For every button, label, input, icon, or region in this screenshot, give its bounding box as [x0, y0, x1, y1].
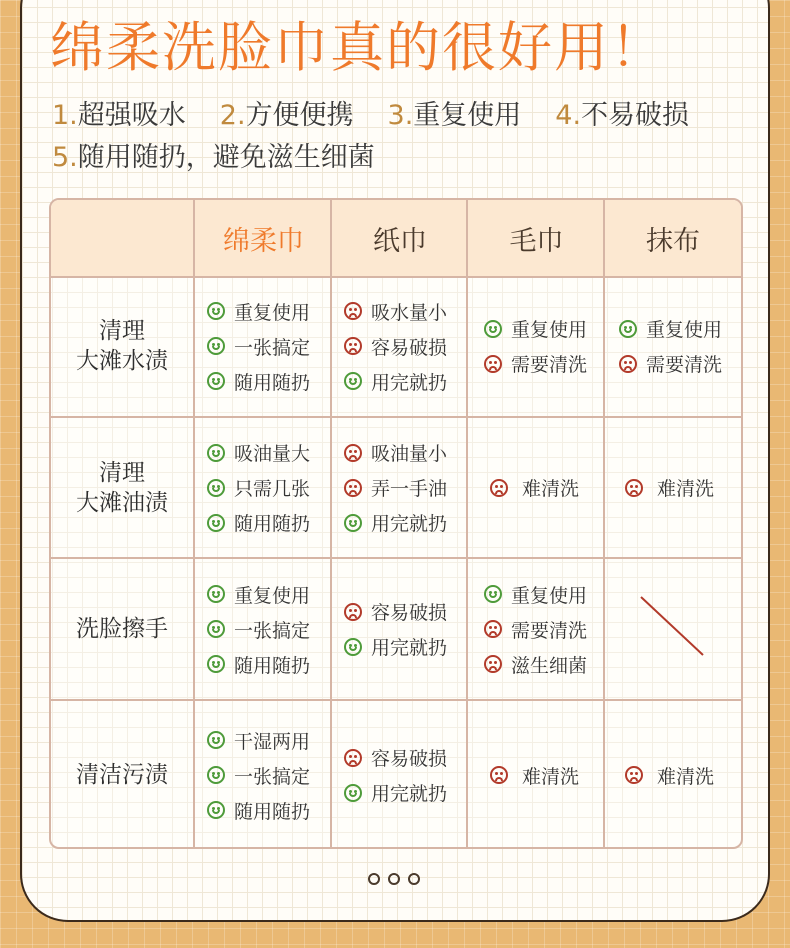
cell-item-text: 吸油量小	[371, 443, 448, 465]
cell-item	[625, 758, 714, 793]
smiley-face-icon	[484, 320, 502, 338]
cell-item-text: 难清洗	[657, 765, 715, 788]
cell-item-text: 需要清洗	[511, 619, 588, 642]
cell-item	[484, 311, 587, 346]
slash-line	[641, 597, 703, 655]
frowning-face-icon	[619, 355, 637, 373]
cell-item-text: 用完就扔	[371, 513, 448, 535]
cell-item	[344, 740, 447, 775]
cell-item	[344, 594, 447, 629]
table-cell	[195, 559, 330, 699]
cell-item	[207, 647, 310, 682]
cell-item-text: 吸水量小	[371, 301, 448, 324]
row-category	[51, 701, 193, 849]
feature-item: 3.重复使用	[387, 100, 522, 131]
smiley-face-icon	[207, 514, 225, 532]
table-cell	[195, 418, 330, 557]
cell-item	[344, 294, 447, 329]
cell-item	[344, 775, 447, 810]
smiley-face-icon	[207, 766, 225, 784]
table-cell	[605, 559, 741, 699]
smiley-face-icon	[207, 372, 225, 390]
page-dot[interactable]	[368, 873, 380, 885]
pagination-dots	[368, 873, 420, 885]
cell-item-text: 随用随扔	[234, 654, 311, 677]
comparison-table	[49, 198, 743, 849]
cell-item-text: 需要清洗	[511, 354, 588, 376]
table-cell	[332, 276, 466, 416]
cell-item-text: 重复使用	[234, 584, 311, 607]
cell-item	[484, 577, 587, 612]
cell-item	[344, 329, 447, 364]
table-cell	[195, 276, 330, 416]
smiley-face-icon	[207, 302, 225, 320]
cell-item	[207, 723, 310, 758]
cell-item	[207, 435, 310, 470]
smiley-face-icon	[207, 444, 225, 462]
smiley-face-icon	[207, 620, 225, 638]
cell-item-text: 吸油量大	[234, 443, 311, 465]
page-dot[interactable]	[408, 873, 420, 885]
frowning-face-icon	[344, 302, 362, 320]
cell-item-text: 一张搞定	[234, 336, 311, 359]
cell-item	[619, 346, 722, 381]
feature-item: 4.不易破损	[555, 100, 690, 131]
table-cell	[605, 276, 741, 416]
smiley-face-icon	[207, 585, 225, 603]
cell-item	[344, 364, 447, 399]
header-cotton-towel: 绵柔巾	[223, 225, 304, 257]
table-cell	[605, 701, 741, 849]
header-rag: 抹布	[646, 225, 700, 257]
row-category	[51, 559, 193, 699]
cell-item-text: 难清洗	[657, 478, 715, 500]
table-cell	[332, 418, 466, 557]
cell-item-text: 随用随扔	[234, 513, 311, 535]
cell-item-text: 容易破损	[371, 336, 448, 359]
frowning-face-icon	[344, 479, 362, 497]
table-cell	[468, 276, 603, 416]
smiley-face-icon	[344, 784, 362, 802]
cell-item	[207, 577, 310, 612]
cell-item-text: 用完就扔	[371, 371, 448, 394]
frowning-face-icon	[484, 355, 502, 373]
smiley-face-icon	[344, 372, 362, 390]
smiley-face-icon	[344, 638, 362, 656]
frowning-face-icon	[625, 479, 643, 497]
feature-item: 2.方便便携	[219, 100, 354, 131]
feature-item: 5.随用随扔，避免滋生细菌	[52, 142, 375, 173]
cell-item-text: 随用随扔	[234, 371, 311, 394]
header-towel: 毛巾	[509, 225, 564, 257]
page-dot[interactable]	[388, 873, 400, 885]
category-label: 清洁污渍	[76, 762, 168, 788]
cell-item-text: 容易破损	[371, 748, 448, 770]
cell-item	[490, 758, 579, 793]
page-title: 绵柔洗脸巾真的很好用！	[50, 16, 666, 79]
cell-item-text: 重复使用	[234, 301, 311, 324]
cell-item-text: 一张搞定	[234, 619, 311, 642]
row-category	[51, 276, 193, 416]
cell-item-text: 弄一手油	[371, 478, 448, 500]
cell-item	[207, 294, 310, 329]
category-label: 大滩水渍	[76, 348, 168, 374]
frowning-face-icon	[484, 655, 502, 673]
category-label: 大滩油渍	[76, 489, 168, 516]
frowning-face-icon	[484, 620, 502, 638]
header-paper-towel: 纸巾	[373, 225, 427, 257]
smiley-face-icon	[619, 320, 637, 338]
cell-item-text: 重复使用	[646, 319, 723, 341]
cell-item-text: 用完就扔	[371, 637, 448, 659]
cell-item-text: 干湿两用	[234, 730, 311, 753]
cell-item-text: 重复使用	[511, 319, 588, 341]
cell-item	[344, 629, 447, 664]
frowning-face-icon	[344, 444, 362, 462]
cell-item	[207, 329, 310, 364]
smiley-face-icon	[344, 514, 362, 532]
cell-item-text: 只需几张	[234, 478, 311, 500]
smiley-face-icon	[207, 479, 225, 497]
table-cell	[605, 418, 741, 557]
cell-item	[207, 612, 310, 647]
category-label: 洗脸擦手	[76, 616, 168, 642]
cell-item	[207, 505, 310, 540]
category-label: 清理	[99, 459, 145, 486]
cell-item	[344, 470, 447, 505]
cell-item	[344, 505, 447, 540]
cell-item-text: 滋生细菌	[511, 654, 588, 677]
category-label: 清理	[99, 318, 145, 344]
cell-item	[484, 647, 587, 682]
table-cell	[332, 701, 466, 849]
cell-item-text: 重复使用	[511, 584, 588, 607]
cell-item	[619, 311, 722, 346]
smiley-face-icon	[484, 585, 502, 603]
not-applicable-slash	[605, 559, 741, 699]
cell-item-text: 难清洗	[522, 765, 580, 788]
cell-item-text: 随用随扔	[234, 800, 311, 823]
cell-item	[344, 435, 447, 470]
frowning-face-icon	[344, 603, 362, 621]
feature-list	[52, 95, 752, 179]
feature-item: 1.超强吸水	[52, 100, 186, 131]
cell-item	[625, 470, 714, 505]
smiley-face-icon	[207, 655, 225, 673]
cell-item	[207, 793, 310, 828]
table-cell	[332, 559, 466, 699]
cell-item	[484, 346, 587, 381]
frowning-face-icon	[490, 479, 508, 497]
cell-item	[484, 612, 587, 647]
frowning-face-icon	[625, 766, 643, 784]
feature-row-2	[52, 137, 752, 179]
cell-item	[207, 758, 310, 793]
cell-item-text: 容易破损	[371, 602, 448, 624]
table-header	[51, 200, 741, 278]
cell-item-text: 一张搞定	[234, 765, 311, 788]
cell-item	[207, 364, 310, 399]
table-cell	[468, 559, 603, 699]
smiley-face-icon	[207, 731, 225, 749]
cell-item	[207, 470, 310, 505]
table-cell	[195, 701, 330, 849]
table-cell	[468, 701, 603, 849]
feature-row-1	[52, 95, 752, 137]
smiley-face-icon	[207, 337, 225, 355]
cell-item-text: 需要清洗	[646, 354, 723, 376]
frowning-face-icon	[344, 749, 362, 767]
cell-item	[490, 470, 579, 505]
frowning-face-icon	[490, 766, 508, 784]
cell-item-text: 难清洗	[522, 478, 580, 500]
cell-item-text: 用完就扔	[371, 783, 448, 805]
frowning-face-icon	[344, 337, 362, 355]
row-category	[51, 418, 193, 557]
smiley-face-icon	[207, 801, 225, 819]
table-cell	[468, 418, 603, 557]
